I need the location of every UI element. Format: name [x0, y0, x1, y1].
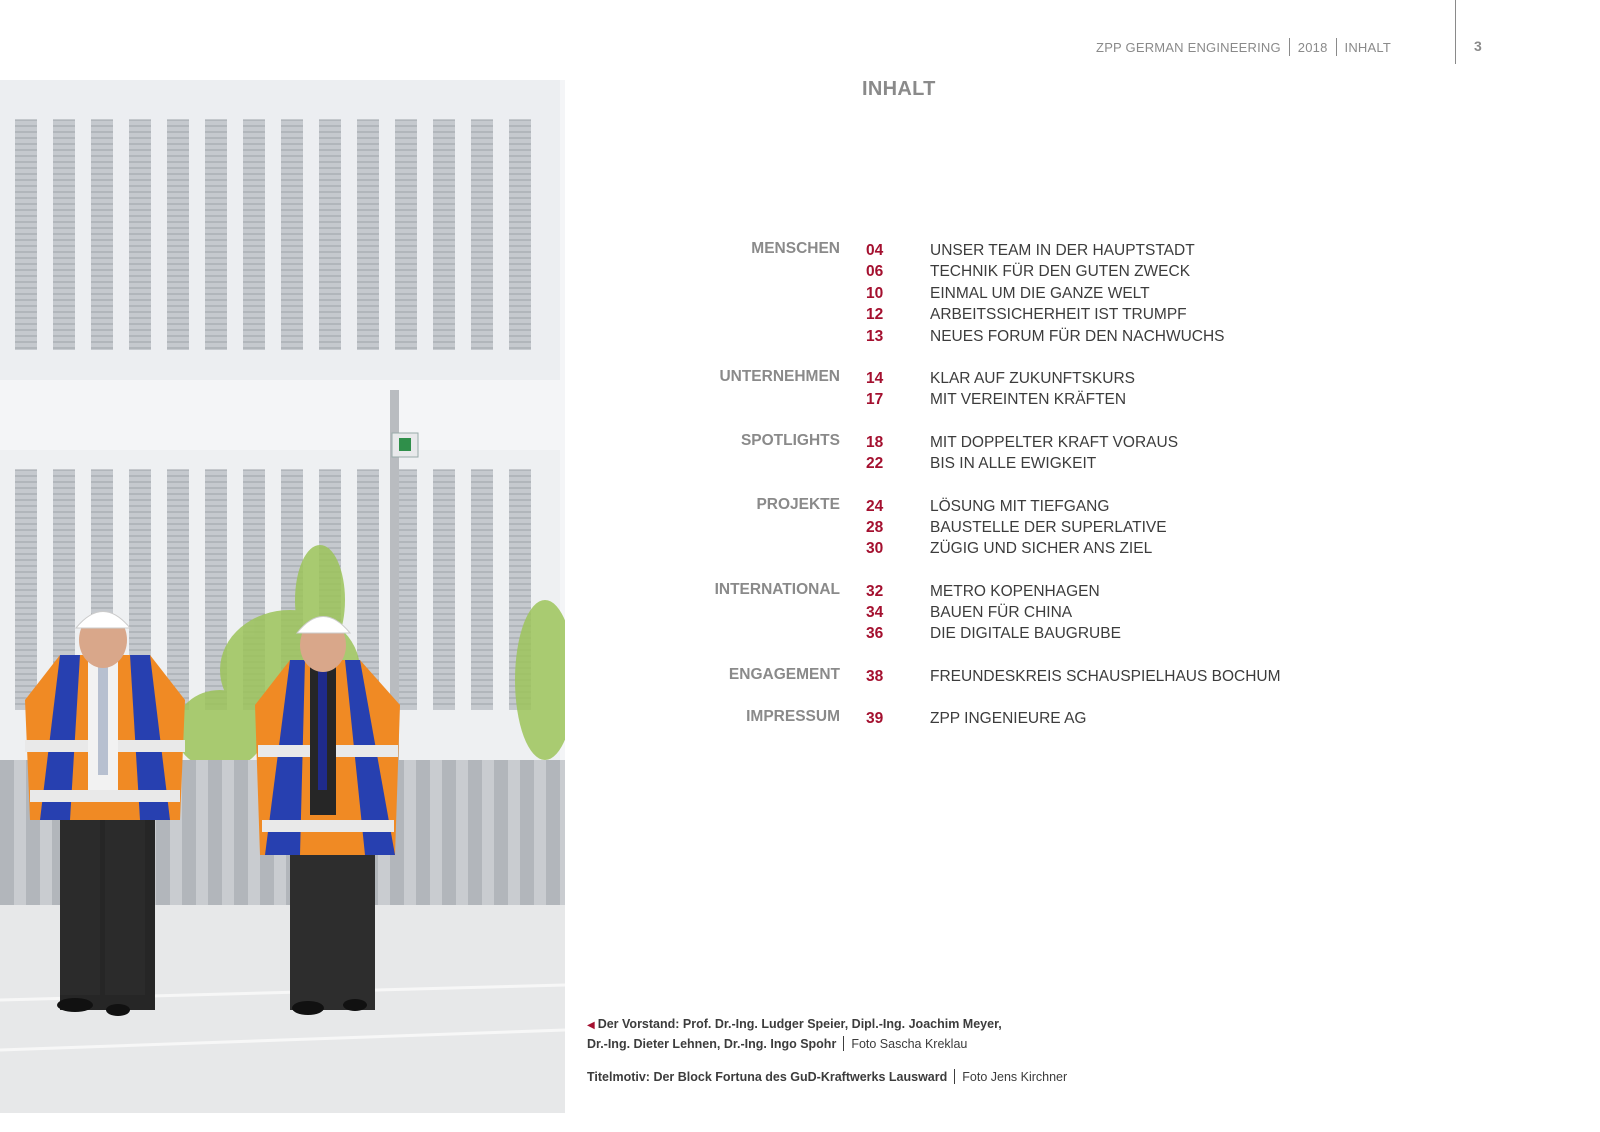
toc-entry-title: MIT VEREINTEN KRÄFTEN	[930, 391, 1127, 409]
toc-page-number: 32	[866, 582, 884, 600]
toc-entry[interactable]	[660, 602, 1360, 623]
toc-section-label: IMPRESSUM	[746, 708, 840, 726]
toc-section-label: INTERNATIONAL	[714, 580, 840, 598]
board-photo	[0, 80, 565, 1113]
publication-name: ZPP GERMAN ENGINEERING	[1096, 39, 1281, 55]
caption-divider	[954, 1069, 955, 1084]
toc-page-number: 04	[866, 242, 884, 259]
toc-page-number: 34	[866, 604, 884, 622]
toc-section-label: MENSCHEN	[751, 240, 840, 257]
toc-entry[interactable]	[660, 496, 1360, 517]
toc-entry-title: LÖSUNG MIT TIEFGANG	[930, 497, 1110, 515]
triangle-left-icon: ◀	[587, 1020, 595, 1031]
toc-entry[interactable]	[660, 261, 1360, 282]
toc-entry[interactable]	[660, 240, 1360, 261]
toc-entry[interactable]	[660, 623, 1360, 644]
toc-page-number: 13	[866, 327, 884, 345]
header-divider	[1336, 38, 1337, 56]
toc-page-number: 22	[866, 455, 884, 473]
toc-section	[660, 368, 1360, 411]
toc-entry-title: METRO KOPENHAGEN	[930, 582, 1100, 600]
toc-entry-title: ARBEITSSICHERHEIT IST TRUMPF	[930, 306, 1187, 324]
board-caption	[587, 1015, 1002, 1053]
toc-page-number: 24	[866, 497, 884, 515]
toc-entry[interactable]	[660, 283, 1360, 304]
toc-page-number: 17	[866, 391, 884, 409]
toc-page-number: 36	[866, 625, 884, 643]
toc-entry[interactable]	[660, 389, 1360, 410]
page-title: INHALT	[862, 78, 936, 100]
toc-entry[interactable]	[660, 432, 1360, 453]
toc-page-number: 14	[866, 369, 884, 387]
header-vertical-rule	[1455, 0, 1456, 64]
toc-entry[interactable]	[660, 304, 1360, 325]
cover-photo-credit: Foto Jens Kirchner	[962, 1070, 1068, 1084]
toc-entry-title: UNSER TEAM IN DER HAUPTSTADT	[930, 242, 1195, 259]
header-divider	[1289, 38, 1290, 56]
board-caption-line2: Dr.-Ing. Dieter Lehnen, Dr.-Ing. Ingo Spohr	[587, 1037, 837, 1051]
toc-page-number: 38	[866, 667, 884, 685]
toc-page-number: 28	[866, 518, 884, 536]
toc-section	[660, 240, 1360, 347]
toc-entry-title: ZPP INGENIEURE AG	[930, 710, 1087, 728]
toc-entry-title: MIT DOPPELTER KRAFT VORAUS	[930, 433, 1179, 451]
cover-caption-text: Titelmotiv: Der Block Fortuna des GuD-Kraftwerks Lausward	[587, 1070, 948, 1084]
toc-entry[interactable]	[660, 517, 1360, 538]
toc-entry[interactable]	[660, 581, 1360, 602]
board-photo-credit: Foto Sascha Kreklau	[851, 1037, 968, 1051]
toc-entry-title: TECHNIK FÜR DEN GUTEN ZWECK	[930, 263, 1191, 281]
toc-entry[interactable]	[660, 368, 1360, 389]
toc-entry-title: BIS IN ALLE EWIGKEIT	[930, 455, 1097, 473]
toc-section-label: SPOTLIGHTS	[740, 431, 840, 449]
toc-entry-title: ZÜGIG UND SICHER ANS ZIEL	[930, 540, 1153, 558]
toc-page-number: 10	[866, 284, 884, 302]
toc-entry[interactable]	[660, 538, 1360, 559]
toc-entry[interactable]	[660, 666, 1360, 687]
toc-section	[660, 432, 1360, 475]
publication-year: 2018	[1297, 39, 1328, 55]
toc-entry-title: NEUES FORUM FÜR DEN NACHWUCHS	[930, 327, 1225, 345]
header-section: INHALT	[1344, 39, 1391, 55]
toc-page-number: 06	[866, 263, 884, 281]
toc-entry-title: BAUEN FÜR CHINA	[930, 604, 1073, 622]
toc-section	[660, 581, 1360, 645]
cover-caption	[587, 1068, 1067, 1086]
toc-entry[interactable]	[660, 326, 1360, 347]
toc-section-label: PROJEKTE	[756, 495, 840, 513]
toc-entry-title: DIE DIGITALE BAUGRUBE	[930, 625, 1121, 643]
toc-entry-title: BAUSTELLE DER SUPERLATIVE	[930, 518, 1167, 536]
toc-entry-title: KLAR AUF ZUKUNFTSKURS	[930, 369, 1135, 387]
toc-entry-title: FREUNDESKREIS SCHAUSPIELHAUS BOCHUM	[930, 667, 1281, 685]
board-caption-line1: Der Vorstand: Prof. Dr.-Ing. Ludger Speier, Dipl.-Ing. Joachim Meyer,	[597, 1017, 1002, 1031]
toc-section	[660, 666, 1360, 687]
page-number: 3	[1474, 38, 1482, 54]
toc-entry[interactable]	[660, 708, 1360, 729]
toc-page-number: 18	[866, 433, 884, 451]
caption-divider	[843, 1036, 844, 1051]
toc-section-label: ENGAGEMENT	[728, 665, 840, 683]
toc-section	[660, 708, 1360, 729]
table-of-contents	[660, 240, 1360, 751]
toc-page-number: 39	[866, 710, 884, 728]
toc-page-number: 12	[866, 306, 884, 324]
toc-entry-title: EINMAL UM DIE GANZE WELT	[930, 284, 1150, 302]
running-header	[1096, 38, 1391, 56]
toc-entry[interactable]	[660, 453, 1360, 474]
toc-section	[660, 496, 1360, 560]
toc-page-number: 30	[866, 540, 884, 558]
toc-section-label: UNTERNEHMEN	[719, 367, 840, 385]
